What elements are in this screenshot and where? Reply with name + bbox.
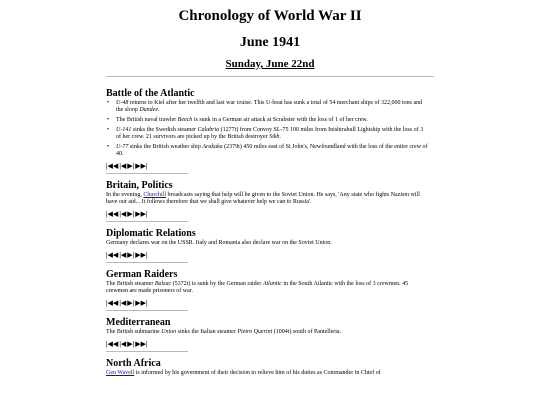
ship-name: Calabria	[197, 127, 220, 133]
ship-name: Dundee	[139, 107, 159, 113]
event-text: is informed by his government of their decision to relieve him of his duties as Commander in Chief of	[134, 370, 381, 376]
first-button[interactable]: |◀◀	[106, 251, 119, 259]
section-divider	[106, 262, 188, 263]
next-button[interactable]: ▶|	[127, 251, 135, 259]
churchill-link[interactable]: Churchill	[143, 192, 166, 198]
event-text: .	[158, 107, 160, 113]
section-divider	[106, 351, 188, 352]
event-text: broadcasts saying that help will be given to the Soviet Union. He says, 'Any state who fights Nazism will have our aid... It follows therefore that we shall give whatever help we can to Russia'.	[106, 192, 420, 205]
event-item	[106, 127, 428, 141]
event-text: in the South Atlantic with the loss of 3 crewmen. 45 crewmen are made prisoners of war.	[106, 281, 409, 294]
event-text: returns to Kiel after her twelfth and last war cruise. This U-boat has sunk a total of 54 merchant ships of 322,000 tons and the sloop	[116, 100, 423, 113]
content	[106, 88, 428, 383]
event-text: (1004t) south of Pantelleria.	[272, 329, 342, 335]
wavell-link[interactable]: Gen Wavell	[106, 370, 135, 376]
prev-button[interactable]: |◀	[119, 340, 127, 348]
ship-name: Beech	[177, 117, 193, 123]
section-title: Battle of the Atlantic	[106, 88, 195, 99]
event-paragraph	[106, 370, 428, 377]
event-text: sinks the Italian steamer	[176, 329, 238, 335]
ship-name: Arakaka	[202, 144, 223, 150]
event-paragraph	[106, 192, 428, 206]
boat-name: U-48	[116, 100, 129, 106]
section-divider	[106, 310, 188, 311]
section-nav	[106, 299, 428, 308]
prev-button[interactable]: |◀	[119, 162, 127, 170]
section-title: North Africa	[106, 358, 161, 369]
ship-name: Union	[161, 329, 177, 335]
event-item	[106, 144, 428, 158]
event-text: sinks the British weather ship	[128, 144, 203, 150]
prev-button[interactable]: |◀	[119, 251, 127, 259]
event-item	[106, 100, 428, 114]
last-button[interactable]: ▶▶|	[135, 210, 148, 218]
last-button[interactable]: ▶▶|	[135, 162, 148, 170]
event-text: sinks the Swedish steamer	[131, 127, 198, 133]
event-text: (1277t) from Convoy SL-75 100 miles from Inishtrahull Lightship with the loss of 3 of her crew. 21 survivors are picked up by the British destroyer	[116, 127, 424, 140]
next-button[interactable]: ▶|	[127, 340, 135, 348]
date-heading: Sunday, June 22nd	[225, 58, 315, 70]
first-button[interactable]: |◀◀	[106, 162, 119, 170]
event-text: (2379t) 450 miles east of St John's, Newfoundland with the loss of the entire crew of 40.	[116, 144, 428, 157]
ship-name: Balzac	[154, 281, 172, 287]
ship-name: Atlantic	[262, 281, 282, 287]
boat-name: U-77	[116, 144, 129, 150]
event-paragraph	[106, 329, 428, 336]
top-divider	[106, 76, 434, 77]
section-title: Britain, Politics	[106, 180, 173, 191]
section-diplomatic-relations	[106, 228, 428, 263]
event-item	[106, 117, 428, 124]
first-button[interactable]: |◀◀	[106, 210, 119, 218]
section-title: German Raiders	[106, 269, 178, 280]
next-button[interactable]: ▶|	[127, 299, 135, 307]
section-title: Diplomatic Relations	[106, 228, 196, 239]
event-text: The British naval trawler	[116, 117, 178, 123]
first-button[interactable]: |◀◀	[106, 340, 119, 348]
event-paragraph: Germany declares war on the USSR. Italy and Romania also declare war on the Soviet Union.	[106, 240, 332, 246]
event-text: .	[279, 134, 281, 140]
last-button[interactable]: ▶▶|	[135, 299, 148, 307]
ship-name: Sikh	[269, 134, 280, 140]
last-button[interactable]: ▶▶|	[135, 251, 148, 259]
event-text: The British steamer	[106, 281, 155, 287]
prev-button[interactable]: |◀	[119, 210, 127, 218]
last-button[interactable]: ▶▶|	[135, 340, 148, 348]
section-divider	[106, 221, 188, 222]
first-button[interactable]: |◀◀	[106, 299, 119, 307]
boat-name: U-141	[116, 127, 132, 133]
event-text: The British submarine	[106, 329, 162, 335]
prev-button[interactable]: |◀	[119, 299, 127, 307]
event-text: In the evening,	[106, 192, 144, 198]
event-list	[106, 100, 428, 158]
section-title: Mediterranean	[106, 317, 171, 328]
section-nav	[106, 340, 428, 349]
next-button[interactable]: ▶|	[127, 162, 135, 170]
event-paragraph	[106, 281, 428, 295]
month-title: June 1941	[239, 35, 301, 50]
event-text: is sunk in a German air attack at Scrabster with the loss of 1 of her crew.	[192, 117, 368, 123]
event-text: (5372t) is sunk by the German raider	[171, 281, 263, 287]
section-battle-of-the-atlantic	[106, 88, 428, 174]
section-german-raiders	[106, 269, 428, 311]
page-title: Chronology of World War II	[178, 8, 362, 24]
section-nav	[106, 251, 428, 260]
section-north-africa	[106, 358, 428, 377]
section-mediterranean	[106, 317, 428, 352]
ship-name: Pietro Querini	[237, 329, 273, 335]
next-button[interactable]: ▶|	[127, 210, 135, 218]
section-britain-politics	[106, 180, 428, 222]
section-divider	[106, 173, 188, 174]
section-nav	[106, 162, 428, 171]
section-nav	[106, 210, 428, 219]
